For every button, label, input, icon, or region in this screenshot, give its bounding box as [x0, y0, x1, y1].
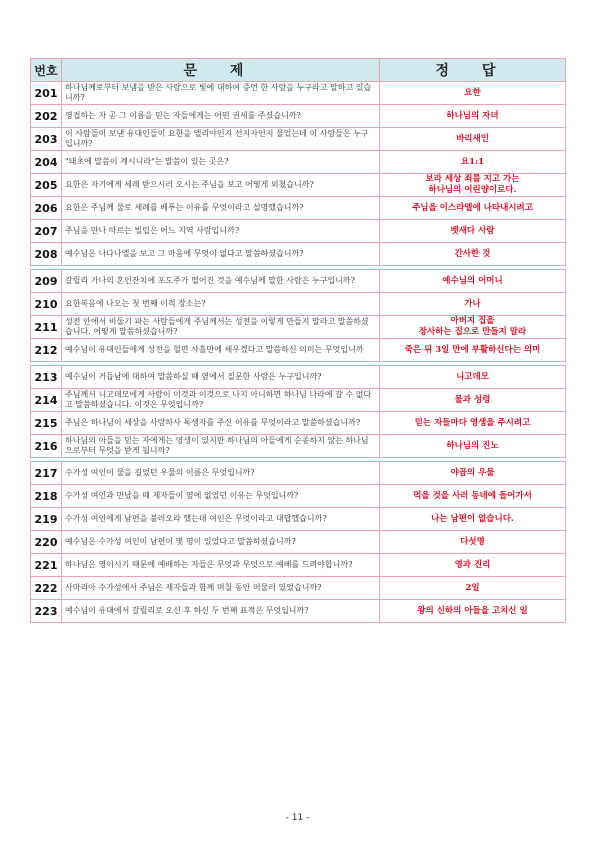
table-row	[31, 197, 566, 220]
table-row	[31, 389, 566, 412]
answer-text: 믿는 자들마다 영생을 주시려고	[380, 412, 566, 435]
table-row	[31, 366, 566, 389]
header-question: 문 제	[62, 59, 380, 82]
question-number: 211	[31, 316, 62, 339]
answer-text: 바리새인	[380, 128, 566, 151]
question-number: 205	[31, 174, 62, 197]
answer-text: 벳새다 사람	[380, 220, 566, 243]
answer-text: 간사한 것	[380, 243, 566, 266]
question-number: 216	[31, 435, 62, 458]
answer-text: 야곱의 우물	[380, 462, 566, 485]
question-number: 201	[31, 82, 62, 105]
answer-text: 니고데모	[380, 366, 566, 389]
question-text: 영접하는 자 곧 그 이름을 믿는 자들에게는 어떤 권세를 주셨습니까?	[62, 105, 380, 128]
table-row	[31, 243, 566, 266]
question-text: 요한은 주님께 물로 세례를 베푸는 이유를 무엇이라고 설명했습니까?	[62, 197, 380, 220]
question-text: 하나님께로부터 보냄을 받은 사람으로 빛에 대하여 증언 한 사람을 누구라고 말하고 있습니까?	[62, 82, 380, 105]
question-number: 217	[31, 462, 62, 485]
question-text: 주님은 하나님이 세상을 사랑하사 독생자를 주신 이유를 무엇이라고 말씀하셨습니까?	[62, 412, 380, 435]
table-row	[31, 174, 566, 197]
question-number: 204	[31, 151, 62, 174]
question-text: 이 사람들이 보낸 유대인들이 요한을 엘리야인지 선지자인지 물었는데 이 사람들은 누구입니까?	[62, 128, 380, 151]
question-text: 하나님의 아들을 믿는 자에게는 영생이 있지만 하나님의 아들에게 순종하지 않는 하나님으로부터 무엇을 받게 됩니까?	[62, 435, 380, 458]
question-number: 203	[31, 128, 62, 151]
question-number: 218	[31, 485, 62, 508]
question-text: 수가성 여인이 물을 길었던 우물의 이름은 무엇입니까?	[62, 462, 380, 485]
answer-text: 예수님의 어머니	[380, 270, 566, 293]
question-number: 207	[31, 220, 62, 243]
quiz-table	[30, 58, 566, 623]
answer-text: 보라 세상 죄를 지고 가는 하나님의 어린양이로다.	[380, 174, 566, 197]
answer-text: 왕의 신하의 아들을 고치신 일	[380, 600, 566, 623]
header-number: 번호	[31, 59, 62, 82]
question-text: 요한복음에 나오는 첫 번째 이적 장소는?	[62, 293, 380, 316]
table-row	[31, 293, 566, 316]
header-row	[31, 59, 566, 82]
question-text: 예수님은 나다나엘을 보고 그 마음에 무엇이 없다고 말씀하셨습니까?	[62, 243, 380, 266]
question-text: 예수님이 거듭남에 대하여 말씀하실 때 옆에서 질문한 사람은 누구입니까?	[62, 366, 380, 389]
table-row	[31, 577, 566, 600]
question-number: 215	[31, 412, 62, 435]
question-text: 수가성 여인에게 남편을 불러오라 했는데 여인은 무엇이라고 대답했습니까?	[62, 508, 380, 531]
question-number: 208	[31, 243, 62, 266]
table-row	[31, 220, 566, 243]
question-text: 수가성 여인과 만났을 때 제자들이 옆에 없었던 이유는 무엇입니까?	[62, 485, 380, 508]
question-text: 요한은 자기에게 세례 받으시러 오시는 주님을 보고 어떻게 외쳤습니까?	[62, 174, 380, 197]
table-row	[31, 270, 566, 293]
answer-text: 하나님의 자녀	[380, 105, 566, 128]
table-row	[31, 339, 566, 362]
question-number: 223	[31, 600, 62, 623]
question-text: 예수님이 유대에서 갈릴리로 오신 후 하신 두 번째 표적은 무엇입니까?	[62, 600, 380, 623]
question-number: 219	[31, 508, 62, 531]
table-row	[31, 412, 566, 435]
question-number: 209	[31, 270, 62, 293]
question-number: 214	[31, 389, 62, 412]
answer-text: 주님을 이스라엘에 나타내시려고	[380, 197, 566, 220]
answer-text: 2일	[380, 577, 566, 600]
question-number: 220	[31, 531, 62, 554]
question-text: 예수님은 수가성 여인이 남편이 몇 명이 있었다고 말씀하셨습니까?	[62, 531, 380, 554]
question-text: 갈릴리 가나의 혼인잔치에 포도주가 떨어진 것을 예수님께 말한 사람은 누구입니까?	[62, 270, 380, 293]
table-row	[31, 508, 566, 531]
table-row	[31, 531, 566, 554]
question-number: 221	[31, 554, 62, 577]
table-row	[31, 82, 566, 105]
answer-text: 요한	[380, 82, 566, 105]
quiz-rows	[31, 82, 566, 623]
table-row	[31, 462, 566, 485]
question-text: 성전 안에서 비둘기 파는 사람들에게 주님께서는 성전을 이렇게 만들지 말라고 말씀하셨습니다. 어떻게 말씀하셨습니까?	[62, 316, 380, 339]
answer-text: 하나님의 진노	[380, 435, 566, 458]
answer-text: 나는 남편이 없습니다.	[380, 508, 566, 531]
table-row	[31, 435, 566, 458]
table-row	[31, 485, 566, 508]
page-number: - 11 -	[285, 813, 310, 823]
question-text: 사마리아 수가성에서 주님은 제자들과 함께 며칠 동안 머물러 있었습니까?	[62, 577, 380, 600]
question-text: "태초에 말씀이 계시니라"는 말씀이 있는 곳은?	[62, 151, 380, 174]
quiz-sheet	[30, 58, 565, 623]
answer-text: 죽은 뒤 3일 만에 부활하신다는 의미	[380, 339, 566, 362]
table-row	[31, 128, 566, 151]
question-text: 주님을 만나 따르는 빌립은 어느 지역 사람입니까?	[62, 220, 380, 243]
question-number: 222	[31, 577, 62, 600]
answer-text: 다섯명	[380, 531, 566, 554]
table-row	[31, 554, 566, 577]
answer-text: 물과 성령	[380, 389, 566, 412]
question-text: 주님께서 니고데모에게 사람이 이것과 이것으로 나지 아니하면 하나님 나라에 갈 수 없다고 말씀하셨습니다. 이것은 무엇입니까?	[62, 389, 380, 412]
question-number: 206	[31, 197, 62, 220]
question-number: 213	[31, 366, 62, 389]
question-number: 202	[31, 105, 62, 128]
answer-text: 아버지 집을 장사하는 집으로 만들지 말라	[380, 316, 566, 339]
answer-text: 영과 진리	[380, 554, 566, 577]
table-row	[31, 105, 566, 128]
question-text: 예수님이 유대인들에게 성전을 헐면 사흘만에 세우겠다고 말씀하신 의미는 무엇입니까	[62, 339, 380, 362]
question-number: 212	[31, 339, 62, 362]
header-answer: 정 답	[380, 59, 566, 82]
table-row	[31, 151, 566, 174]
question-number: 210	[31, 293, 62, 316]
question-text: 하나님은 영이시기 때문에 예배하는 자들은 무엇과 무엇으로 예배를 드려야합니까?	[62, 554, 380, 577]
table-row	[31, 600, 566, 623]
answer-text: 가나	[380, 293, 566, 316]
answer-text: 요1:1	[380, 151, 566, 174]
answer-text: 먹을 것을 사러 동네에 들어가서	[380, 485, 566, 508]
table-row	[31, 316, 566, 339]
